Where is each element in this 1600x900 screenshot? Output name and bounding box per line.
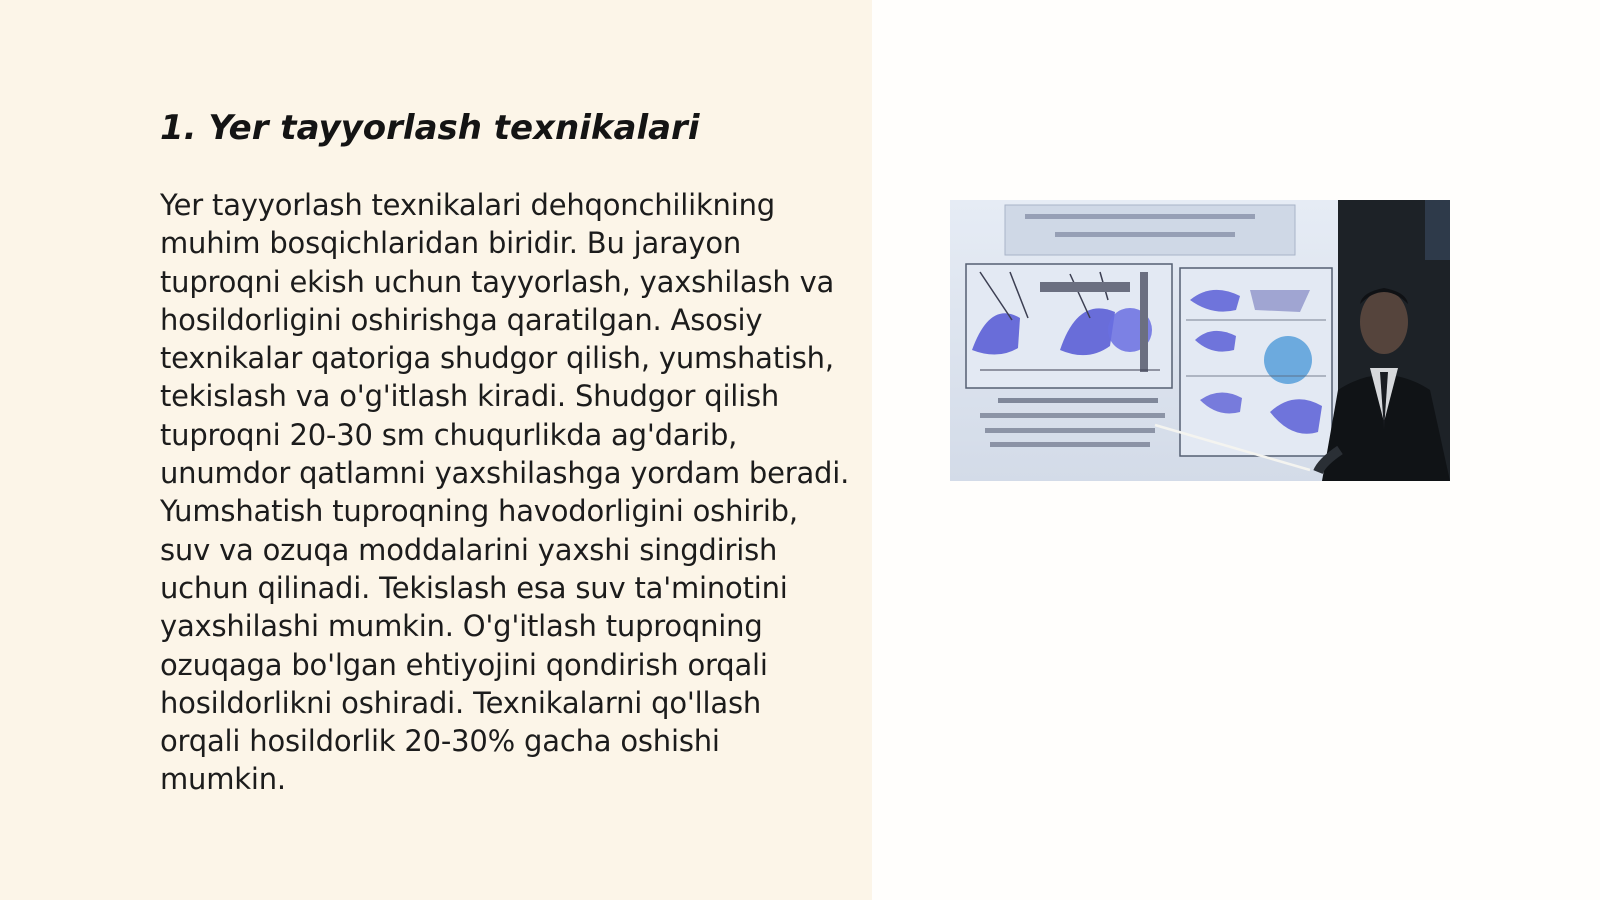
slide-body-text: Yer tayyorlash texnikalari dehqonchilikning muhim bosqichlaridan biridir. Bu jarayon tuproqni ekish uchun tayyorlash, yaxshilash va hosildorligini oshirishga qaratilgan. Asosiy texnikalar qatoriga shudgor qilish, yumshatish, tekislash va o'g'itlash kiradi. Shudgor qilish tuproqni 20-30 sm chuqurlikda ag'darib, unumdor qatlamni yaxshilashga yordam beradi. Yumshatish tuproqning havodorligini oshirib, suv va ozuqa moddalarini yaxshi singdirish uchun qilinadi. Tekislash esa suv ta'minotini yaxshilashi mumkin. O'g'itlash tuproqning ozuqaga bo'lgan ehtiyojini qondirish orqali hosildorlikni oshiradi. Texnikalarni qo'llash orqali hosildorlik 20-30% gacha oshishi mumkin. xyxy=(160,188,850,797)
slide-title: 1. Yer tayyorlash texnikalari xyxy=(160,108,700,148)
presenter-head xyxy=(1360,290,1408,354)
lecture-photo-icon xyxy=(950,200,1450,481)
lecture-photo xyxy=(950,200,1450,481)
